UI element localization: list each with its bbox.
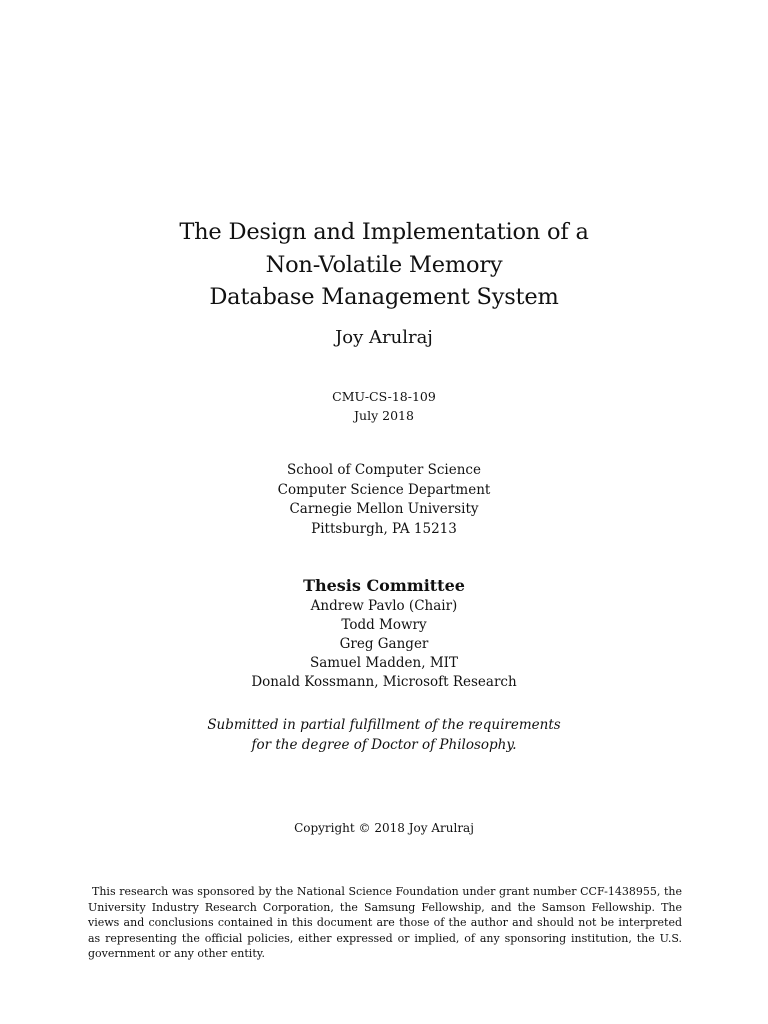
committee-member: Samuel Madden, MIT: [310, 655, 458, 671]
title-line-3: Database Management System: [209, 284, 559, 310]
committee-member: Todd Mowry: [341, 617, 427, 633]
committee-heading: Thesis Committee: [303, 576, 465, 595]
committee-list: [0, 597, 768, 692]
institution-address: [0, 461, 768, 539]
report-info: [0, 387, 768, 425]
address-line-1: School of Computer Science: [287, 462, 481, 478]
author-name: Joy Arulraj: [335, 327, 433, 348]
address-line-2: Computer Science Department: [277, 481, 491, 498]
degree-statement-line-1: Submitted in partial fulfillment of the requirements: [207, 717, 561, 733]
committee-member: Andrew Pavlo (Chair): [310, 598, 458, 614]
degree-statement-line-2: for the degree of Doctor of Philosophy.: [251, 737, 517, 753]
sponsorship-note: This research was sponsored by the National Science Foundation under grant number CCF-1438955, the University Industry Research Corporation, the Samsung Fellowship, and the Samson Fellowship. The views and conclusions contained in this document are those of the author and should not be interpreted as representing the official policies, either expressed or implied, of any sponsoring institution, the U.S. government or any other entity.: [88, 885, 682, 960]
copyright-notice: Copyright © 2018 Joy Arulraj: [294, 821, 474, 835]
degree-statement: [0, 715, 768, 755]
address-line-4: Pittsburgh, PA 15213: [311, 520, 457, 537]
report-date: July 2018: [354, 408, 414, 423]
title-line-1: The Design and Implementation of a: [179, 219, 589, 245]
committee-member: Greg Ganger: [339, 636, 429, 652]
title-line-2: Non-Volatile Memory: [265, 251, 503, 278]
thesis-title: [0, 216, 768, 314]
address-line-3: Carnegie Mellon University: [289, 501, 479, 517]
committee-member: Donald Kossmann, Microsoft Research: [251, 674, 517, 690]
report-number: CMU-CS-18-109: [332, 389, 436, 404]
